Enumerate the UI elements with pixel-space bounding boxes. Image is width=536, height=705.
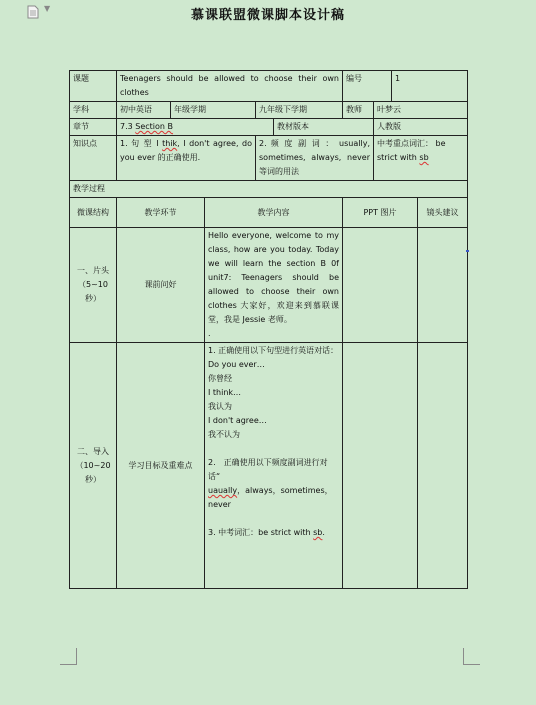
grade-value: 九年级下学期	[256, 102, 343, 119]
teacher-label: 教师	[343, 102, 374, 119]
point-3-sb: sb	[419, 153, 429, 162]
page-title: 慕课联盟微课脚本设计稿	[190, 8, 345, 23]
row-2-content	[205, 343, 343, 589]
header-camera: 镜头建议	[418, 198, 468, 228]
grade-label: 年级学期	[171, 102, 256, 119]
row-2-ppt	[343, 343, 418, 589]
course-value: Teenagers should be allowed to choose their own clothes	[117, 71, 343, 102]
margin-corner-left	[60, 648, 77, 665]
point-1-part-b: , I don't agree, do you ever 的正确使用.	[120, 139, 253, 162]
point-3-part-a: 中考重点词汇： be strict with	[377, 139, 446, 162]
number-value: 1	[392, 71, 468, 102]
point-1-thik: thik	[162, 139, 178, 148]
chapter-label: 章节	[70, 119, 117, 136]
row-1-structure: 一、片头 （5~10秒）	[70, 228, 117, 343]
row-2-content-b: ，always，sometimes，never 3. 中考词汇：be strict with	[208, 486, 333, 537]
chapter-section: Section B	[135, 122, 174, 131]
row-2-structure: 二、导入 （10~20秒）	[70, 343, 117, 589]
point-1-part-a: 1. 句 型 I	[120, 139, 163, 148]
chapter-value	[117, 119, 274, 136]
header-content: 教学内容	[205, 198, 343, 228]
header-structure: 微课结构	[70, 198, 117, 228]
row-2-content-a: 1. 正确使用以下句型进行英语对话： Do you ever… 你曾经 I think… 我认为 I don't agree… 我不认为 2. 正确使用以下频度副词进行对话“	[208, 346, 339, 481]
text-cursor-mark	[466, 250, 469, 252]
row-1-camera	[418, 228, 468, 343]
subject-value: 初中英语	[117, 102, 171, 119]
row-2-sb: sb	[313, 528, 323, 537]
row-2-content-c: .	[322, 528, 325, 537]
number-label: 编号	[343, 71, 392, 102]
chevron-down-icon[interactable]: ▼	[44, 4, 51, 13]
edition-label: 教材版本	[274, 119, 374, 136]
point-2: 2. 频 度 副 词 ： usually, sometimes, always, never等词的用法	[256, 136, 374, 181]
header-ppt: PPT 图片	[343, 198, 418, 228]
margin-corner-right	[463, 648, 480, 665]
teacher-value: 叶梦云	[374, 102, 468, 119]
script-table	[69, 70, 468, 589]
header-step: 教学环节	[117, 198, 205, 228]
point-3	[374, 136, 468, 181]
course-label: 课题	[70, 71, 117, 102]
row-1-ppt	[343, 228, 418, 343]
row-1-step: 课前问好	[117, 228, 205, 343]
point-1	[117, 136, 256, 181]
process-title: 教学过程	[70, 181, 468, 198]
row-2-camera	[418, 343, 468, 589]
row-1-content: Hello everyone, welcome to my class, how are you today. Today we will learn the section B 0f unit7: Teenagers should be allowed to choose their own clothes 大家好，欢迎来到慕联课堂，我是 Jessie 老师。 .	[205, 228, 343, 343]
chapter-prefix: 7.3	[120, 122, 136, 131]
points-label: 知识点	[70, 136, 117, 181]
edition-value: 人教版	[374, 119, 468, 136]
row-2-step: 学习目标及重难点	[117, 343, 205, 589]
row-2-uaually: uaually	[208, 486, 238, 495]
subject-label: 学科	[70, 102, 117, 119]
